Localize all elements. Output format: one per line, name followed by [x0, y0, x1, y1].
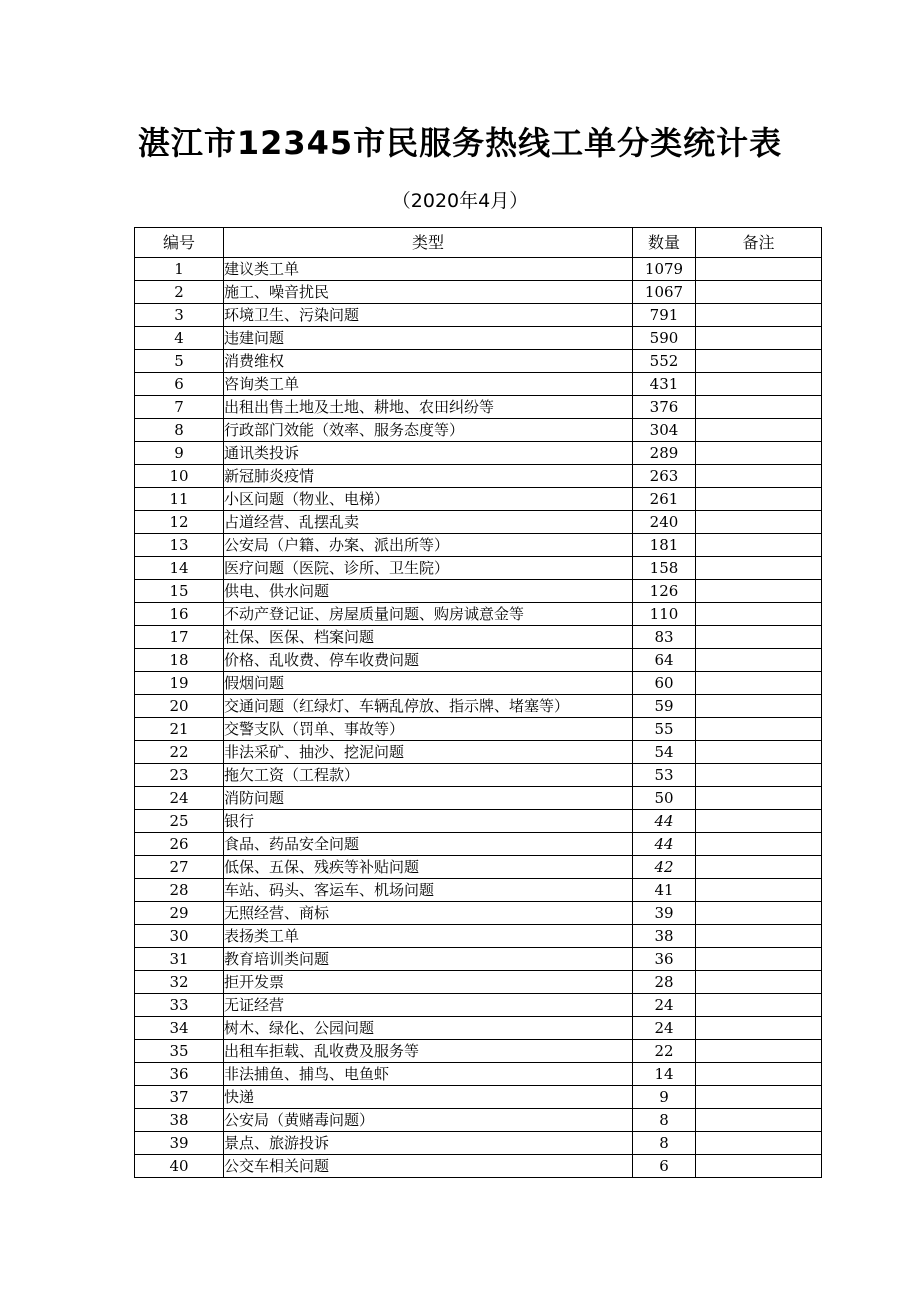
row-type: 消防问题 — [224, 787, 633, 810]
row-note — [696, 396, 822, 419]
table-row — [135, 626, 822, 649]
row-number: 10 — [135, 465, 224, 488]
row-type: 公安局（户籍、办案、派出所等） — [224, 534, 633, 557]
row-count: 552 — [633, 350, 696, 373]
row-type: 行政部门效能（效率、服务态度等） — [224, 419, 633, 442]
row-number: 29 — [135, 902, 224, 925]
row-type: 消费维权 — [224, 350, 633, 373]
row-number: 34 — [135, 1017, 224, 1040]
row-note — [696, 511, 822, 534]
table-row — [135, 1040, 822, 1063]
row-count: 24 — [633, 994, 696, 1017]
row-type: 出租车拒载、乱收费及服务等 — [224, 1040, 633, 1063]
row-type: 供电、供水问题 — [224, 580, 633, 603]
row-count: 64 — [633, 649, 696, 672]
table-row — [135, 281, 822, 304]
table-row — [135, 327, 822, 350]
row-note — [696, 856, 822, 879]
row-count: 304 — [633, 419, 696, 442]
row-number: 14 — [135, 557, 224, 580]
row-number: 9 — [135, 442, 224, 465]
table-row — [135, 971, 822, 994]
row-number: 7 — [135, 396, 224, 419]
row-note — [696, 1086, 822, 1109]
header-count: 数量 — [633, 228, 696, 258]
row-note — [696, 373, 822, 396]
row-type: 公交车相关问题 — [224, 1155, 633, 1178]
row-count: 376 — [633, 396, 696, 419]
table-row — [135, 856, 822, 879]
row-number: 26 — [135, 833, 224, 856]
header-number: 编号 — [135, 228, 224, 258]
row-number: 21 — [135, 718, 224, 741]
row-type: 社保、医保、档案问题 — [224, 626, 633, 649]
row-type: 低保、五保、残疾等补贴问题 — [224, 856, 633, 879]
row-number: 3 — [135, 304, 224, 327]
row-note — [696, 557, 822, 580]
document-subtitle: （2020年4月） — [391, 190, 529, 212]
row-note — [696, 580, 822, 603]
row-number: 8 — [135, 419, 224, 442]
table-row — [135, 741, 822, 764]
table-row — [135, 580, 822, 603]
row-number: 25 — [135, 810, 224, 833]
row-number: 15 — [135, 580, 224, 603]
row-type: 出租出售土地及土地、耕地、农田纠纷等 — [224, 396, 633, 419]
row-note — [696, 948, 822, 971]
row-count: 240 — [633, 511, 696, 534]
table-row — [135, 1017, 822, 1040]
row-type: 拖欠工资（工程款） — [224, 764, 633, 787]
row-type: 树木、绿化、公园问题 — [224, 1017, 633, 1040]
row-count: 126 — [633, 580, 696, 603]
row-type: 交通问题（红绿灯、车辆乱停放、指示牌、堵塞等） — [224, 695, 633, 718]
table-row — [135, 902, 822, 925]
table-header-row — [135, 228, 822, 258]
row-count: 261 — [633, 488, 696, 511]
row-note — [696, 833, 822, 856]
row-note — [696, 672, 822, 695]
row-number: 27 — [135, 856, 224, 879]
row-type: 咨询类工单 — [224, 373, 633, 396]
row-note — [696, 304, 822, 327]
row-type: 非法捕鱼、捕鸟、电鱼虾 — [224, 1063, 633, 1086]
row-number: 39 — [135, 1132, 224, 1155]
row-note — [696, 787, 822, 810]
table-row — [135, 557, 822, 580]
row-number: 37 — [135, 1086, 224, 1109]
row-count: 44 — [633, 810, 696, 833]
row-type: 银行 — [224, 810, 633, 833]
row-count: 59 — [633, 695, 696, 718]
table-row — [135, 511, 822, 534]
row-count: 38 — [633, 925, 696, 948]
row-count: 24 — [633, 1017, 696, 1040]
row-count: 1079 — [633, 258, 696, 281]
row-count: 36 — [633, 948, 696, 971]
row-note — [696, 281, 822, 304]
row-note — [696, 925, 822, 948]
row-count: 590 — [633, 327, 696, 350]
table-body — [135, 258, 822, 1178]
row-number: 6 — [135, 373, 224, 396]
row-number: 23 — [135, 764, 224, 787]
table-row — [135, 833, 822, 856]
row-note — [696, 741, 822, 764]
table-row — [135, 396, 822, 419]
table-row — [135, 764, 822, 787]
row-note — [696, 465, 822, 488]
table-row — [135, 1063, 822, 1086]
row-number: 24 — [135, 787, 224, 810]
table-row — [135, 810, 822, 833]
row-type: 占道经营、乱摆乱卖 — [224, 511, 633, 534]
row-type: 不动产登记证、房屋质量问题、购房诚意金等 — [224, 603, 633, 626]
row-note — [696, 879, 822, 902]
row-type: 新冠肺炎疫情 — [224, 465, 633, 488]
row-number: 32 — [135, 971, 224, 994]
row-type: 车站、码头、客运车、机场问题 — [224, 879, 633, 902]
table-row — [135, 465, 822, 488]
row-type: 施工、噪音扰民 — [224, 281, 633, 304]
row-type: 假烟问题 — [224, 672, 633, 695]
row-count: 53 — [633, 764, 696, 787]
row-number: 16 — [135, 603, 224, 626]
row-count: 60 — [633, 672, 696, 695]
row-type: 通讯类投诉 — [224, 442, 633, 465]
table-row — [135, 373, 822, 396]
row-count: 181 — [633, 534, 696, 557]
row-count: 110 — [633, 603, 696, 626]
header-note: 备注 — [696, 228, 822, 258]
row-note — [696, 1132, 822, 1155]
row-number: 17 — [135, 626, 224, 649]
row-note — [696, 695, 822, 718]
row-number: 38 — [135, 1109, 224, 1132]
row-note — [696, 350, 822, 373]
row-count: 83 — [633, 626, 696, 649]
table-row — [135, 925, 822, 948]
row-note — [696, 1017, 822, 1040]
row-type: 快递 — [224, 1086, 633, 1109]
table-row — [135, 879, 822, 902]
row-note — [696, 994, 822, 1017]
table-row — [135, 488, 822, 511]
row-number: 19 — [135, 672, 224, 695]
table-row — [135, 1086, 822, 1109]
row-count: 158 — [633, 557, 696, 580]
row-number: 30 — [135, 925, 224, 948]
row-number: 11 — [135, 488, 224, 511]
row-count: 6 — [633, 1155, 696, 1178]
row-note — [696, 718, 822, 741]
row-number: 1 — [135, 258, 224, 281]
row-count: 1067 — [633, 281, 696, 304]
row-number: 40 — [135, 1155, 224, 1178]
table-row — [135, 948, 822, 971]
row-type: 环境卫生、污染问题 — [224, 304, 633, 327]
table-row — [135, 304, 822, 327]
row-note — [696, 258, 822, 281]
row-number: 36 — [135, 1063, 224, 1086]
row-note — [696, 971, 822, 994]
row-type: 教育培训类问题 — [224, 948, 633, 971]
row-type: 表扬类工单 — [224, 925, 633, 948]
row-type: 医疗问题（医院、诊所、卫生院） — [224, 557, 633, 580]
table-row — [135, 350, 822, 373]
row-count: 8 — [633, 1109, 696, 1132]
row-type: 违建问题 — [224, 327, 633, 350]
row-type: 公安局（黄赌毒问题） — [224, 1109, 633, 1132]
table-row — [135, 695, 822, 718]
row-number: 2 — [135, 281, 224, 304]
row-number: 5 — [135, 350, 224, 373]
row-count: 41 — [633, 879, 696, 902]
row-count: 55 — [633, 718, 696, 741]
row-number: 31 — [135, 948, 224, 971]
row-type: 景点、旅游投诉 — [224, 1132, 633, 1155]
table-row — [135, 442, 822, 465]
row-count: 39 — [633, 902, 696, 925]
table-row — [135, 603, 822, 626]
row-type: 无照经营、商标 — [224, 902, 633, 925]
row-count: 50 — [633, 787, 696, 810]
header-type: 类型 — [224, 228, 633, 258]
row-type: 食品、药品安全问题 — [224, 833, 633, 856]
statistics-table — [134, 227, 822, 1178]
row-count: 8 — [633, 1132, 696, 1155]
document-title: 湛江市12345市民服务热线工单分类统计表 — [137, 124, 783, 162]
row-note — [696, 534, 822, 557]
row-count: 431 — [633, 373, 696, 396]
row-type: 交警支队（罚单、事故等） — [224, 718, 633, 741]
row-note — [696, 419, 822, 442]
table-row — [135, 649, 822, 672]
row-note — [696, 327, 822, 350]
row-note — [696, 810, 822, 833]
table-row — [135, 718, 822, 741]
row-note — [696, 649, 822, 672]
row-count: 22 — [633, 1040, 696, 1063]
table-row — [135, 787, 822, 810]
row-number: 20 — [135, 695, 224, 718]
row-number: 33 — [135, 994, 224, 1017]
row-note — [696, 442, 822, 465]
row-type: 小区问题（物业、电梯） — [224, 488, 633, 511]
row-note — [696, 626, 822, 649]
row-count: 289 — [633, 442, 696, 465]
row-type: 拒开发票 — [224, 971, 633, 994]
row-count: 54 — [633, 741, 696, 764]
table-row — [135, 534, 822, 557]
table-row — [135, 419, 822, 442]
row-count: 263 — [633, 465, 696, 488]
row-count: 14 — [633, 1063, 696, 1086]
row-type: 建议类工单 — [224, 258, 633, 281]
table-row — [135, 1132, 822, 1155]
row-type: 价格、乱收费、停车收费问题 — [224, 649, 633, 672]
row-note — [696, 603, 822, 626]
table-row — [135, 994, 822, 1017]
row-note — [696, 1040, 822, 1063]
row-number: 28 — [135, 879, 224, 902]
row-note — [696, 902, 822, 925]
row-count: 44 — [633, 833, 696, 856]
row-number: 4 — [135, 327, 224, 350]
table-row — [135, 258, 822, 281]
row-count: 28 — [633, 971, 696, 994]
row-note — [696, 764, 822, 787]
table-row — [135, 1109, 822, 1132]
row-count: 42 — [633, 856, 696, 879]
row-number: 13 — [135, 534, 224, 557]
row-type: 非法采矿、抽沙、挖泥问题 — [224, 741, 633, 764]
table-row — [135, 1155, 822, 1178]
row-count: 9 — [633, 1086, 696, 1109]
row-number: 35 — [135, 1040, 224, 1063]
row-number: 12 — [135, 511, 224, 534]
row-type: 无证经营 — [224, 994, 633, 1017]
row-number: 22 — [135, 741, 224, 764]
row-note — [696, 1109, 822, 1132]
row-note — [696, 1155, 822, 1178]
table-row — [135, 672, 822, 695]
row-note — [696, 1063, 822, 1086]
row-note — [696, 488, 822, 511]
row-number: 18 — [135, 649, 224, 672]
row-count: 791 — [633, 304, 696, 327]
